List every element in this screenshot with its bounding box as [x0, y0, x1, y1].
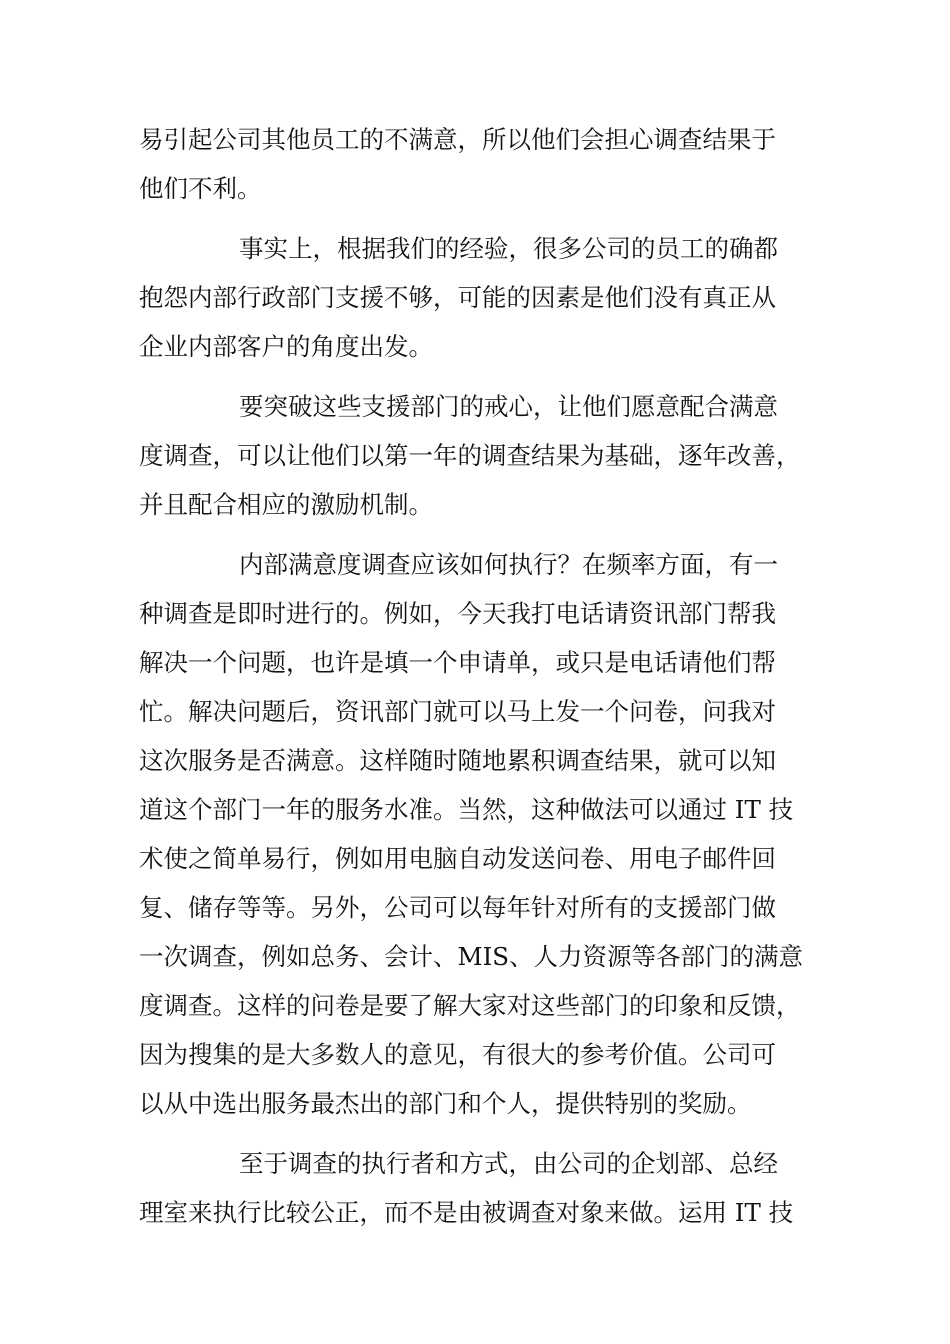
- text-line: 以从中选出服务最杰出的部门和个人，提供特别的奖励。: [139, 1089, 752, 1118]
- text-line: 他们不利。: [139, 174, 262, 203]
- text-line: 因为搜集的是大多数人的意见，有很大的参考价值。公司可: [139, 1040, 776, 1069]
- text-line: 企业内部客户的角度出发。: [139, 332, 433, 361]
- text-line: 度调查，可以让他们以第一年的调查结果为基础，逐年改善，: [139, 441, 801, 470]
- paragraph: [139, 115, 829, 213]
- paragraph: [139, 382, 829, 529]
- text-line: 抱怨内部行政部门支援不够，可能的因素是他们没有真正从: [139, 283, 776, 312]
- text-line: 易引起公司其他员工的不满意，所以他们会担心调查结果于: [139, 125, 776, 154]
- text-line: 术使之简单易行，例如用电脑自动发送问卷、用电子邮件回: [139, 844, 776, 873]
- text-line: 度调查。这样的问卷是要了解大家对这些部门的印象和反馈，: [139, 991, 801, 1020]
- text-line: 并且配合相应的激励机制。: [139, 490, 433, 519]
- document-body: [139, 115, 829, 1237]
- text-line: 内部满意度调查应该如何执行？在频率方面，有一: [239, 550, 778, 579]
- text-line: 道这个部门一年的服务水准。当然，这种做法可以通过 IT 技: [139, 795, 794, 824]
- text-line: 复、储存等等。另外，公司可以每年针对所有的支援部门做: [139, 893, 776, 922]
- text-line: 事实上，根据我们的经验，很多公司的员工的确都: [239, 234, 778, 263]
- text-line: 解决一个问题，也许是填一个申请单，或只是电话请他们帮: [139, 648, 776, 677]
- text-line: 至于调查的执行者和方式，由公司的企划部、总经: [239, 1149, 778, 1178]
- paragraph: [139, 540, 829, 1128]
- text-line: 要突破这些支援部门的戒心，让他们愿意配合满意: [239, 392, 778, 421]
- text-line: 忙。解决问题后，资讯部门就可以马上发一个问卷，问我对: [139, 697, 776, 726]
- text-line: 理室来执行比较公正，而不是由被调查对象来做。运用 IT 技: [139, 1198, 794, 1227]
- paragraph: [139, 1139, 829, 1237]
- text-line: 一次调查，例如总务、会计、MIS、人力资源等各部门的满意: [139, 942, 804, 971]
- text-line: 种调查是即时进行的。例如，今天我打电话请资讯部门帮我: [139, 599, 776, 628]
- paragraph: [139, 224, 829, 371]
- text-line: 这次服务是否满意。这样随时随地累积调查结果，就可以知: [139, 746, 776, 775]
